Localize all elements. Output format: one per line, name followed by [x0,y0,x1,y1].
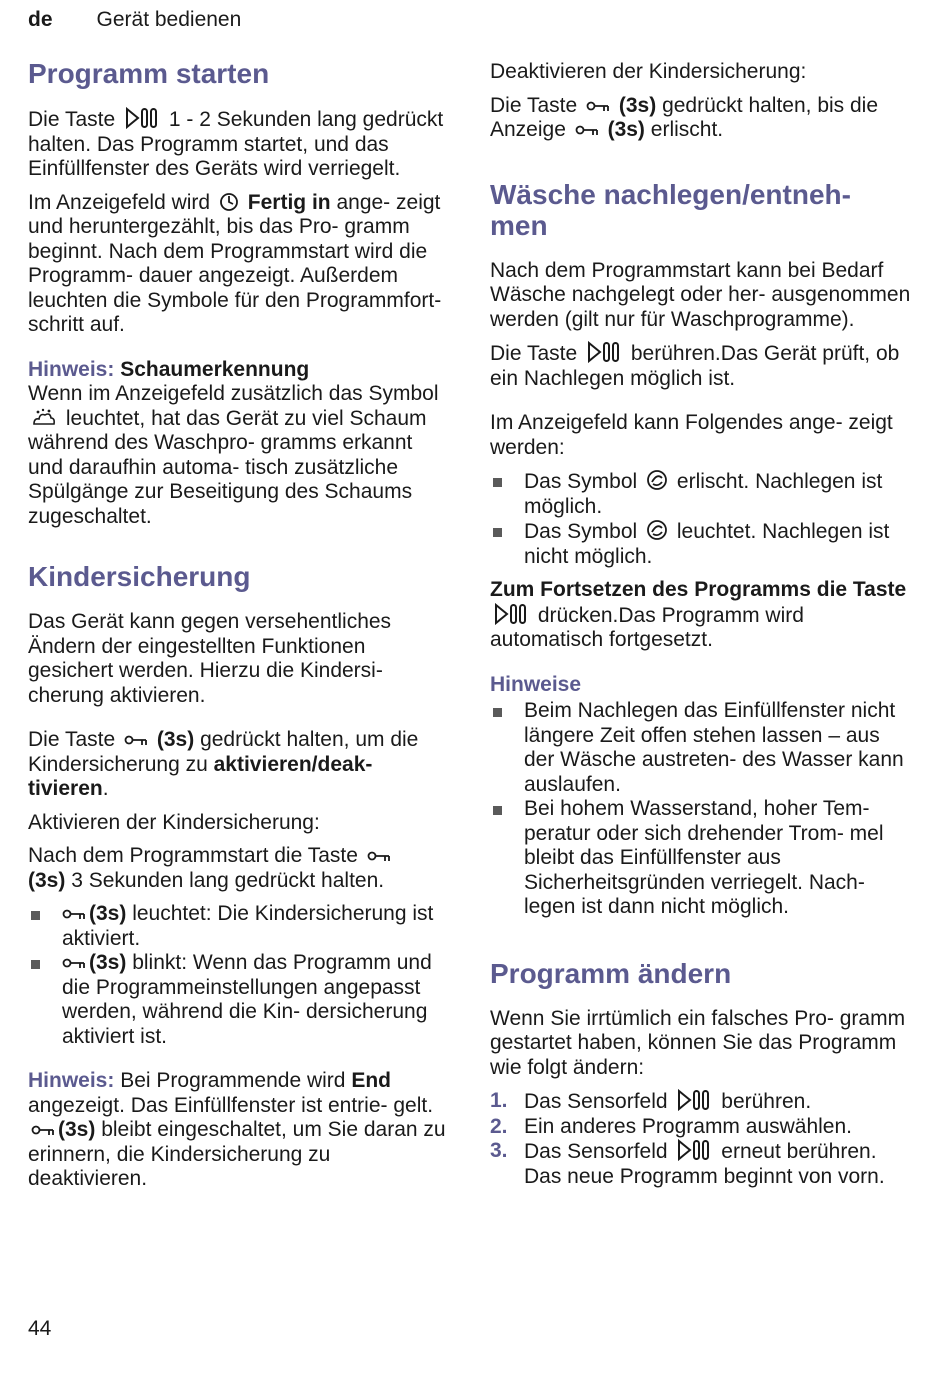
hinweise-list [490,699,915,920]
anzeige-list [490,469,915,569]
square-bullet-icon [31,911,40,920]
heading-programm-aendern: Programm ändern [490,957,732,989]
section-title: Gerät bedienen [96,8,242,31]
kindersicherung-list [28,902,453,1049]
key-icon [62,909,86,923]
key-icon [586,101,610,115]
start-pause-icon [493,603,529,625]
heading-programm-starten: Programm starten [28,58,270,89]
paragraph: Nach dem Programmstart kann bei Bedarf Wäsche nachgelegt oder her- ausgenommen werden (gilt nur für Waschprogramme). [490,258,911,331]
list-item: (3s) leuchtet: Die Kindersicherung ist aktiviert. [28,902,453,951]
paragraph: Deaktivieren der Kindersicherung: [490,60,807,83]
language-code: de [28,8,53,31]
start-pause-icon [676,1089,712,1111]
door-lock-icon [646,519,668,541]
key-icon [62,958,86,972]
start-pause-icon [676,1139,712,1161]
paragraph: Im Anzeigefeld kann Folgendes ange- zeigt werden: [490,411,893,459]
clock-icon [219,192,239,212]
paragraph: Die Taste (3s) gedrückt halten, bis die Anzeige (3s) erlischt. [490,93,879,141]
heading-kindersicherung: Kindersicherung [28,561,251,592]
paragraph: Zum Fortsetzen des Programms die Taste drücken.Das Programm wird automatisch fortgesetzt. [490,578,907,651]
door-lock-icon [646,469,668,491]
paragraph: Wenn Sie irrtümlich ein falsches Pro- gramm gestartet haben, können Sie das Programm wie folgt ändern: [490,1006,906,1079]
square-bullet-icon [493,478,502,487]
list-item: 2. Ein anderes Programm auswählen. [490,1114,853,1138]
list-item: 1. Das Sensorfeld berühren. [490,1089,812,1113]
square-bullet-icon [493,708,502,717]
heading-waesche-nachlegen: Wäsche nachlegen/entneh- men [490,178,851,241]
list-item: Beim Nachlegen das Einfüllfenster nicht längere Zeit offen stehen lassen – aus der Wäsche austreten- des Wasser kann auslaufen. [490,699,915,797]
square-bullet-icon [493,528,502,537]
paragraph: Im Anzeigefeld wird Fertig in ange- zeigt und heruntergezählt, bis das Pro- gramm beginnt. Nach dem Programmstart wird die Programm- dauer angezeigt. Außerdem leuchten die Symbole für den Programmfort- schritt auf. [28,190,442,336]
foam-icon [31,408,57,428]
list-item: 3. Das Sensorfeld erneut berühren. Das neue Programm beginnt von vorn. [490,1139,885,1188]
list-item: Das Symbol leuchtet. Nachlegen ist nicht möglich. [490,519,915,569]
paragraph: Nach dem Programmstart die Taste (3s) 3 Sekunden lang gedrückt halten. [28,844,453,893]
paragraph: Aktivieren der Kindersicherung: [28,810,320,834]
steps-list [490,1089,915,1189]
paragraph: Die Taste (3s) gedrückt halten, um die Kindersicherung zu aktivieren/deak- tivieren. [28,728,419,800]
key-icon [367,851,391,865]
key-icon [575,125,599,139]
list-item: Das Symbol erlischt. Nachlegen ist möglich. [490,469,915,519]
right-column [490,60,915,1189]
key-icon [124,735,148,749]
notes-label: Hinweise [490,672,582,696]
start-pause-icon [124,107,160,129]
note-programmende: Hinweis: Bei Programmende wird End angezeigt. Das Einfüllfenster ist entrie- gelt. (3s) bleibt eingeschaltet, um Sie daran zu erinnern, die Kindersicherung zu deaktivieren. [28,1069,446,1190]
key-icon [31,1125,55,1139]
left-column [28,58,453,1201]
start-pause-icon [586,341,622,363]
square-bullet-icon [493,806,502,815]
page-number: 44 [28,1317,52,1340]
list-item: (3s) blinkt: Wenn das Programm und die Programmeinstellungen angepasst werden, während die Kin- dersicherung aktiviert ist. [28,951,453,1049]
page-header [28,8,241,32]
list-item: Bei hohem Wasserstand, hoher Tem- peratur oder sich drehender Trom- mel bleibt das Einfüllfenster aus Sicherheitsgründen verriegelt. Nach- legen ist dann nicht möglich. [490,797,915,920]
square-bullet-icon [31,960,40,969]
paragraph: Die Taste berühren.Das Gerät prüft, ob ein Nachlegen möglich ist. [490,342,900,390]
paragraph: Das Gerät kann gegen versehentliches Ändern der eingestellten Funktionen gesichert werden. Hierzu die Kindersi- cherung aktivieren. [28,610,392,707]
paragraph: Die Taste 1 - 2 Sekunden lang gedrückt halten. Das Programm startet, und das Einfüllfenster des Geräts wird verriegelt. [28,108,444,180]
note-schaum: Hinweis: Schaumerkennung Wenn im Anzeigefeld zusätzlich das Symbol leuchtet, hat das Gerät zu viel Schaum während des Waschpro- gramms erkannt und daraufhin automa- tisch zusätzliche Spülgänge zur Beseitigung des Schaums zugeschaltet. [28,357,439,528]
